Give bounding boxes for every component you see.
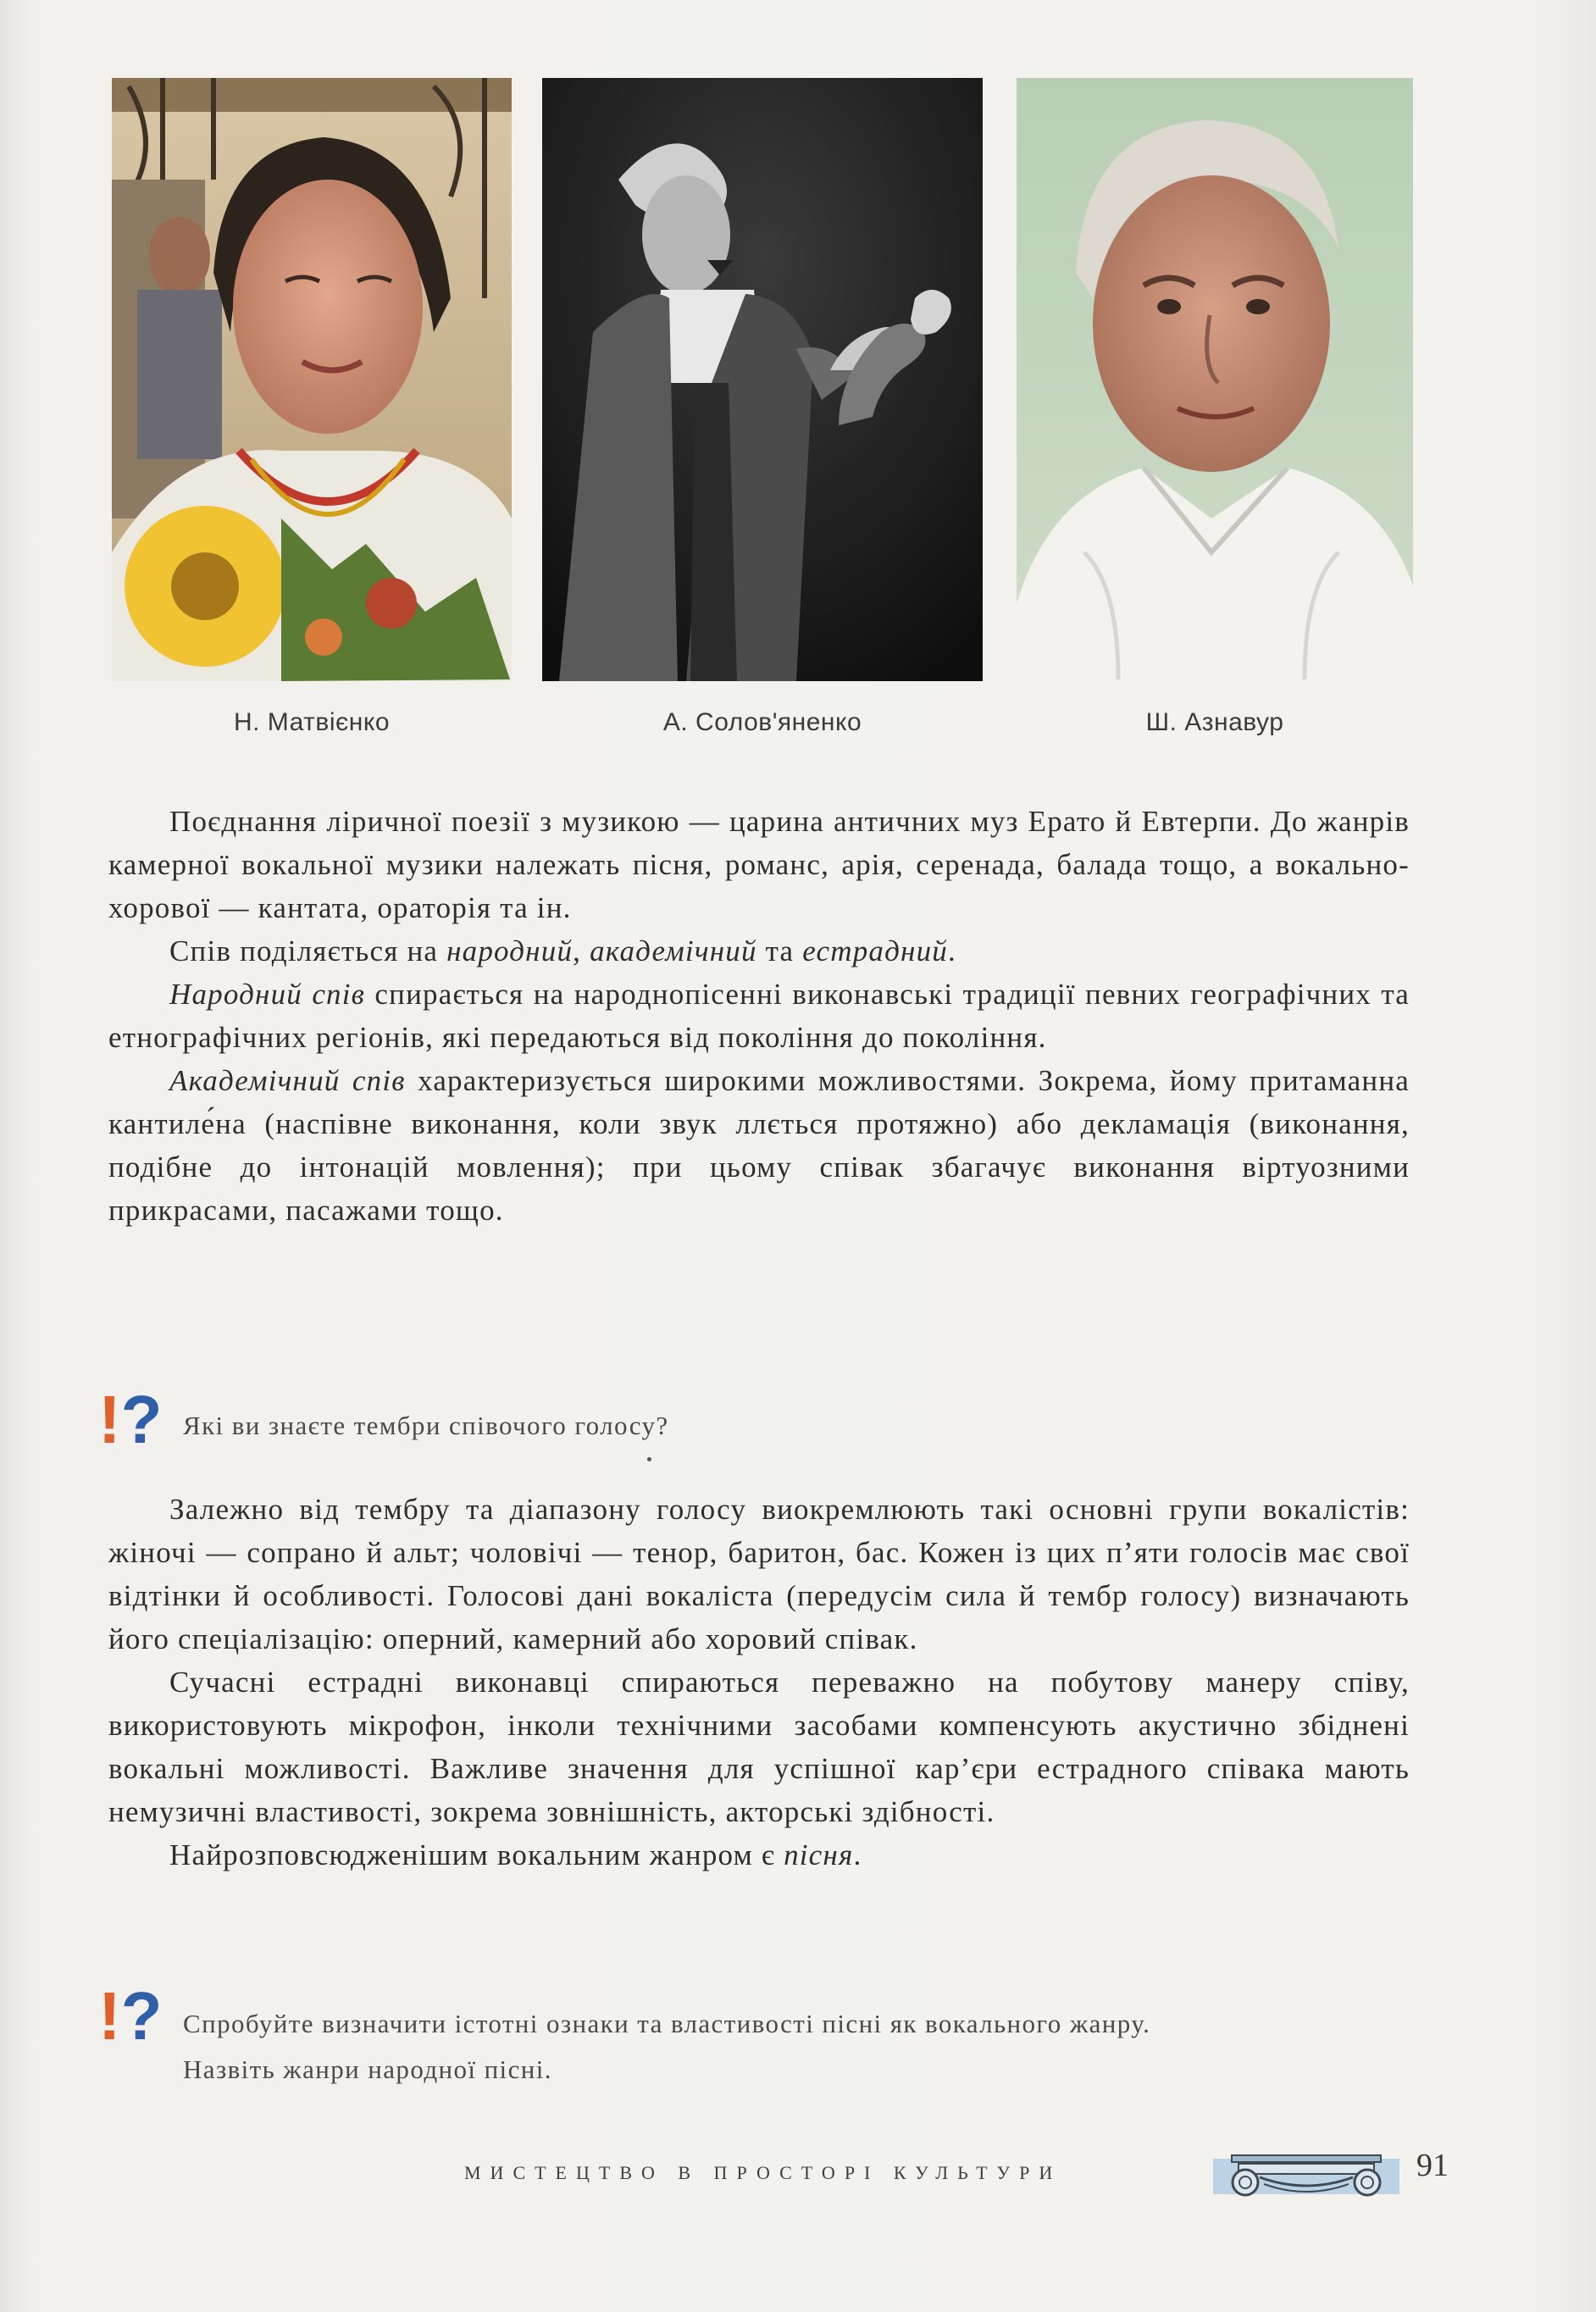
paragraph: Сучасні естрадні виконавці спираються переважно на побутову манеру співу, використовують мікрофон, інколи технічними засобами компенсують акустично збіднені вокальні можливості. Важливе значення для успішної кар’єри естрадного співака мають немузичні властивості, зокрема зовнішність, акторські здібності. [108,1666,1410,1828]
print-speck [647,1457,651,1461]
photo-caption: А. Солов'яненко [662,708,862,736]
photo-caption: Ш. Азнавур [1145,708,1284,736]
term: пісня [784,1838,854,1871]
term: Академічний спів [169,1064,406,1097]
page-number: 91 [1416,2148,1449,2183]
question-mark-icon: !? [98,1978,163,2054]
text-block [108,800,1410,1232]
question-mark-icon: !? [98,1382,163,1457]
term: Народний спів [169,978,366,1011]
text-block [108,1488,1410,1877]
paragraph: Спів поділяється на народний, академічний та естрадний. [169,934,956,967]
question-text [183,2003,1411,2091]
photo-caption: Н. Матвієнко [233,708,391,736]
paragraph: Найрозповсюдженішим вокальним жанром є пісня. [169,1838,862,1871]
portrait-woman-photo [112,78,512,681]
question-line: Назвіть жанри народної пісні. [183,2054,552,2084]
paragraph: Академічний спів характеризується широкими можливостями. Зокрема, йому притаманна кантиле́на (наспівне виконання, коли звук ллється протяжно) або декламація (виконання, подібне до інтонацій мовлення); при цьому співак збагачує виконання віртуозними прикрасами, пасажами тощо. [108,1064,1410,1227]
singer-on-stage-photo [542,78,983,681]
portrait-man-photo [1017,78,1413,681]
paragraph: Поєднання ліричної поезії з музикою — царина античних муз Ерато й Евтерпи. До жанрів камерної вокальної музики належать пісня, романс, арія, серенада, балада тощо, а вокально-хорової — кантата, ораторія та ін. [108,805,1410,924]
paragraph: Залежно від тембру та діапазону голосу виокремлюють такі основні групи вокалістів: жіночі — сопрано й альт; чоловічі — тенор, баритон, бас. Кожен із цих п’яти голосів має свої відтінки й особливості. Голосові дані вокаліста (передусім сила й тембр голосу) визначають його спеціалізацію: оперний, камерний або хоровий співак. [108,1493,1410,1655]
ionic-capital-icon [1213,2152,1399,2201]
paragraph: Народний спів спирається на народнопісенні виконавські традиції певних географічних та етнографічних регіонів, які передаються від покоління до покоління. [108,978,1410,1054]
running-title: МИСТЕЦТВО В ПРОСТОРІ КУЛЬТУРИ [464,2162,1062,2183]
question-text: Які ви знаєте тембри співочого голосу? [183,1411,669,1440]
question-line: Спробуйте визначити істотні ознаки та властивості пісні як вокального жанру. [183,2009,1151,2038]
